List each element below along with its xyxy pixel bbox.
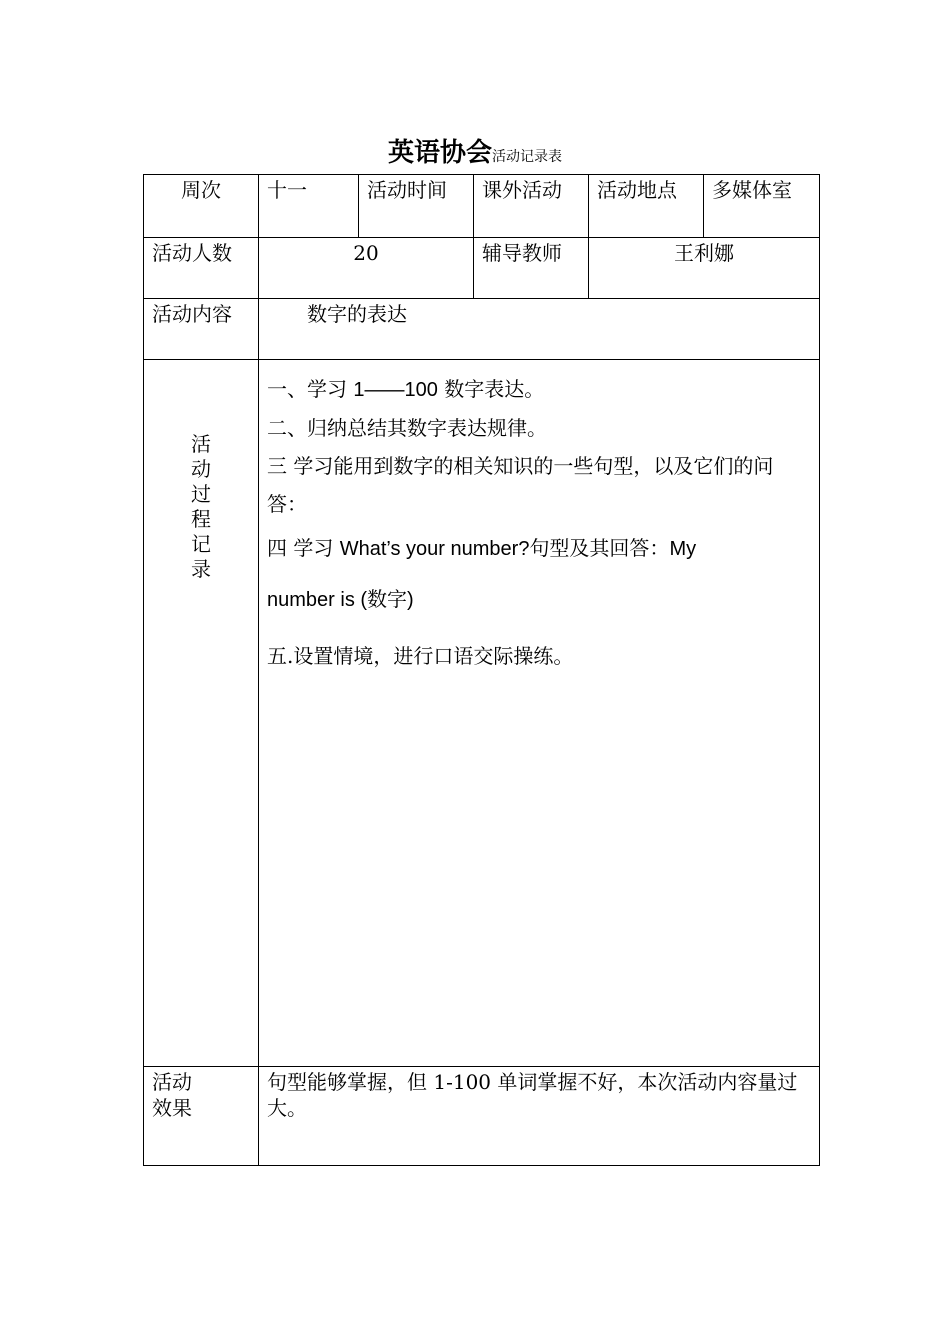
title-sub: 活动记录表 [492, 149, 562, 165]
title-main: 英语协会 [387, 138, 492, 168]
document-title [0, 132, 950, 169]
row-week [144, 175, 820, 238]
process-label-char: 活 [191, 432, 211, 456]
process-line-3: 三 学习能用到数字的相关知识的一些句型，以及它们的问答： [267, 454, 774, 516]
time-value: 课外活动 [474, 175, 589, 238]
process-label-char: 记 [191, 532, 211, 556]
teacher-value: 王利娜 [589, 238, 820, 299]
row-count [144, 238, 820, 299]
place-label: 活动地点 [589, 175, 704, 238]
teacher-label: 辅导教师 [474, 238, 589, 299]
place-value: 多媒体室 [704, 175, 820, 238]
process-content [259, 360, 820, 1067]
content-value: 数字的表达 [259, 299, 820, 360]
process-label-char: 动 [191, 457, 211, 481]
row-content [144, 299, 820, 360]
count-label: 活动人数 [144, 238, 259, 299]
process-label-char: 过 [191, 482, 211, 506]
week-value: 十一 [259, 175, 359, 238]
row-process [144, 360, 820, 1067]
process-label [144, 360, 259, 1067]
effect-value: 句型能够掌握，但 1-100 单词掌握不好，本次活动内容量过大。 [259, 1067, 820, 1166]
process-line-5: number is (数字) [267, 587, 414, 611]
content-label: 活动内容 [144, 299, 259, 360]
process-label-char: 程 [191, 507, 211, 531]
activity-record-table [143, 174, 820, 1166]
process-line-6: 五.设置情境，进行口语交际操练。 [267, 644, 574, 668]
row-effect [144, 1067, 820, 1166]
process-line-4: 四 学习 What’s your number?句型及其回答：My [267, 536, 697, 560]
process-line-1: 一、学习 1——100 数字表达。 [267, 377, 545, 401]
time-label: 活动时间 [359, 175, 474, 238]
effect-label: 活动 效果 [144, 1067, 259, 1166]
process-line-2: 二、归纳总结其数字表达规律。 [267, 416, 547, 440]
process-label-char: 录 [191, 557, 211, 581]
week-label: 周次 [144, 175, 259, 238]
count-value: 20 [259, 238, 474, 299]
